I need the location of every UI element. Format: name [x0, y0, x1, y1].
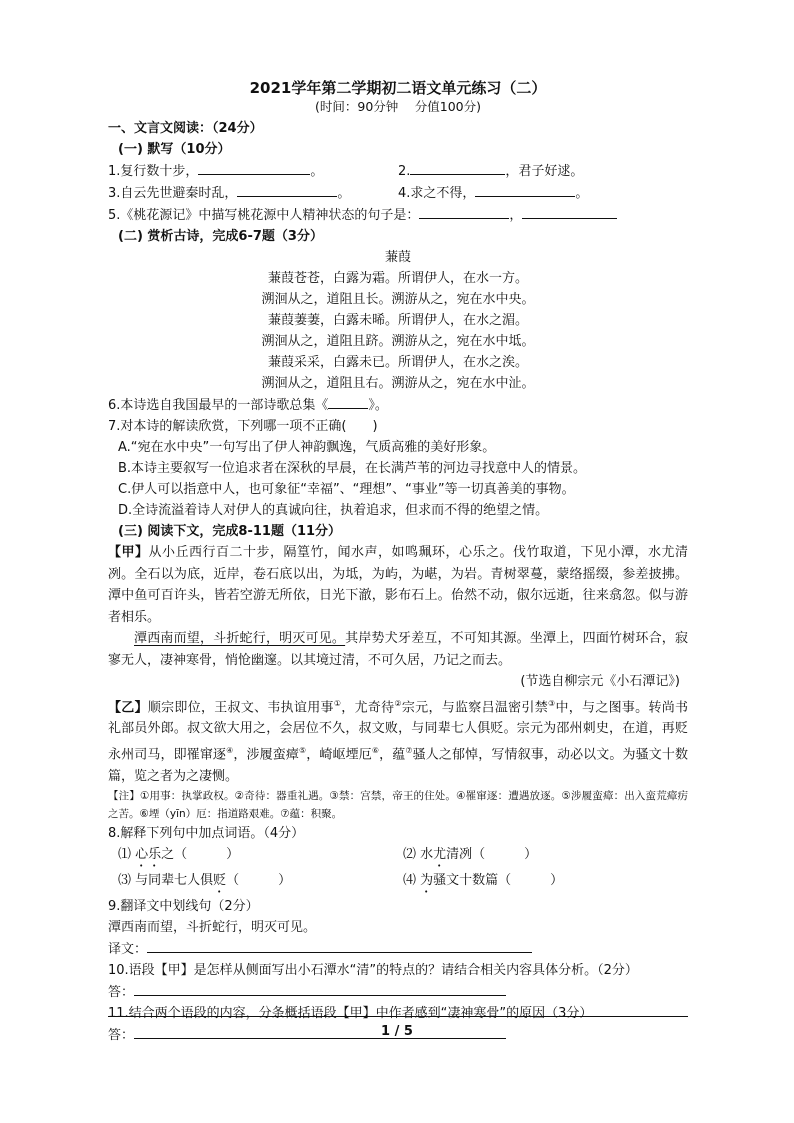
answer-blank[interactable] [410, 160, 505, 175]
answer-blank[interactable] [237, 182, 337, 197]
option-d: D.全诗流溢着诗人对伊人的真诚向往，执着追求，但求而不得的绝望之情。 [118, 503, 549, 518]
q7: 7.对本诗的解读欣赏，下列哪一项不正确( ) [108, 419, 378, 434]
poem-line: 溯洄从之，道阻且跻。溯游从之，宛在水中坻。 [261, 334, 535, 349]
poem-line: 蒹葭萋萋，白露未晞。所谓伊人，在水之湄。 [267, 313, 528, 328]
q2: 2. ，君子好逑。 [398, 160, 688, 182]
answer-blank[interactable] [328, 394, 368, 409]
underlined-sentence: 潭西南而望，斗折蛇行，明灭可见。 [134, 631, 346, 646]
passage-jia [108, 542, 688, 693]
q3: 3.自云先世避秦时乱， 。 [108, 182, 398, 204]
q8-item: ⑷ 为骚文十数篇（ ） [403, 873, 564, 889]
footnote-mark: ② [394, 698, 402, 708]
footnote-mark: ① [333, 698, 342, 708]
footer-rule [108, 1016, 688, 1017]
exam-subtitle: (时间：90分钟 分值100分) [315, 99, 481, 114]
q4: 4.求之不得， 。 [398, 182, 688, 204]
q9-answer: 译文： [108, 938, 688, 960]
q11-answer: 答： [108, 1024, 688, 1046]
passage-yi: 【乙】顺宗即位，王叔文、韦执谊用事①，尤奇待②宗元，与监察吕温密引禁③中，与之图事。转尚书礼部员外郎。叔文欲大用之，会居位不久，叔文败，与同辈七人俱贬。宗元为邵州刺史，在道，再贬永州司马，即罹窜逐④，涉履蛮瘴⑤，崎岖堙厄⑥，蕴⑦骚人之郁悼，写情叙事，动必以文。为骚文十数篇，览之者为之凄恻。 [108, 698, 689, 784]
passage-jia-p2: 潭西南而望，斗折蛇行，明灭可见。其岸势犬牙差互，不可知其源。坐潭上，四面竹树环合，寂寥无人，凄神寒骨，悄怆幽邃。以其境过清，不可久居，乃记之而去。 [108, 631, 688, 668]
exam-page [108, 78, 688, 1046]
q1-q2-row [108, 160, 688, 182]
passage-source: (节选自柳宗元《小石潭记》) [520, 674, 680, 689]
poem-title: 蒹葭 [384, 250, 411, 265]
footnote-mark: ⑤ [298, 745, 307, 755]
q8-item: ⑴ 心乐之（ ） [118, 847, 240, 863]
q3-q4-row [108, 182, 688, 204]
section1-heading: 一、文言文阅读：（24分） [108, 121, 263, 136]
poem-line: 蒹葭采采，白露未已。所谓伊人，在水之涘。 [267, 355, 528, 370]
part3-heading: (三) 阅读下文，完成8-11题（11分） [118, 524, 342, 539]
answer-blank[interactable] [419, 204, 509, 219]
page-number: 1 / 5 [381, 1024, 413, 1039]
option-c: C.伊人可以指意中人，也可象征“幸福”、“理想”、“事业”等一切真善美的事物。 [118, 482, 575, 497]
poem-line: 蒹葭苍苍，白露为霜。所谓伊人，在水一方。 [267, 271, 528, 286]
footnote-mark: ⑥ [371, 745, 380, 755]
q6: 6.本诗选自我国最早的一部诗歌总集《 》。 [108, 394, 688, 416]
q8-row1 [108, 844, 688, 870]
q8-row2 [108, 870, 688, 896]
poem-line: 溯洄从之，道阻且右。溯游从之，宛在水中沚。 [261, 376, 535, 391]
footnote-mark: ③ [548, 698, 556, 708]
part2-heading: (二) 赏析古诗，完成6-7题（3分） [118, 229, 323, 244]
part1-heading: (一) 默写（10分） [118, 142, 231, 157]
q8: 8.解释下列句中加点词语。（4分） [108, 826, 305, 842]
option-a: A.“宛在水中央”一句写出了伊人神韵飘逸，气质高雅的美好形象。 [118, 440, 496, 455]
q9-sentence: 潭西南而望，斗折蛇行，明灭可见。 [108, 920, 317, 936]
poem-line: 溯洄从之，道阻且长。溯游从之，宛在水中央。 [261, 292, 535, 307]
q11: 11.结合两个语段的内容，分条概括语段【甲】中作者感到“凄神寒骨”的原因（3分） [108, 1006, 593, 1022]
q1: 1.复行数十步， 。 [108, 160, 398, 182]
footnote-mark: ④ [226, 745, 234, 755]
q5: 5.《桃花源记》中描写桃花源中人精神状态的句子是： ， [108, 204, 688, 226]
q8-item: ⑵ 水尤清冽（ ） [403, 847, 538, 863]
q9: 9.翻译文中划线句（2分） [108, 899, 259, 915]
answer-blank[interactable] [475, 182, 575, 197]
q10-answer: 答： [108, 981, 688, 1003]
answer-line[interactable] [134, 981, 506, 996]
answer-blank[interactable] [522, 204, 617, 219]
q10: 10.语段【甲】是怎样从侧面写出小石潭水“清”的特点的？请结合相关内容具体分析。（2分） [108, 963, 638, 979]
passage-jia-p1: 【甲】从小丘西行百二十步，隔篁竹，闻水声，如鸣珮环，心乐之。伐竹取道，下见小潭，水尤清冽。全石以为底，近岸，卷石底以出，为坻，为屿，为嵁，为岩。青树翠蔓，蒙络摇缀，参差披拂。潭中鱼可百许头，皆若空游无所依，日光下澈，影布石上。佁然不动，俶尔远逝，往来翕忽。似与游者相乐。 [108, 545, 688, 625]
exam-title: 2021学年第二学期初二语文单元练习（二） [249, 79, 547, 97]
answer-blank[interactable] [198, 160, 310, 175]
answer-line[interactable] [147, 938, 532, 953]
annotation-note: 【注】①用事：执掌政权。②奇待：器重礼遇。③禁：宫禁，帝王的住处。④罹窜逐：遭遇放逐。⑤涉履蛮瘴：出入蛮荒瘴疠之苦。⑥堙（yīn）厄：指道路艰难。⑦蕴：积聚。 [108, 790, 688, 821]
q8-item: ⑶ 与同辈七人俱贬（ ） [118, 873, 292, 889]
option-b: B.本诗主要叙写一位追求者在深秋的早晨，在长满芦苇的河边寻找意中人的情景。 [118, 461, 587, 476]
footnote-mark: ⑦ [405, 745, 413, 755]
